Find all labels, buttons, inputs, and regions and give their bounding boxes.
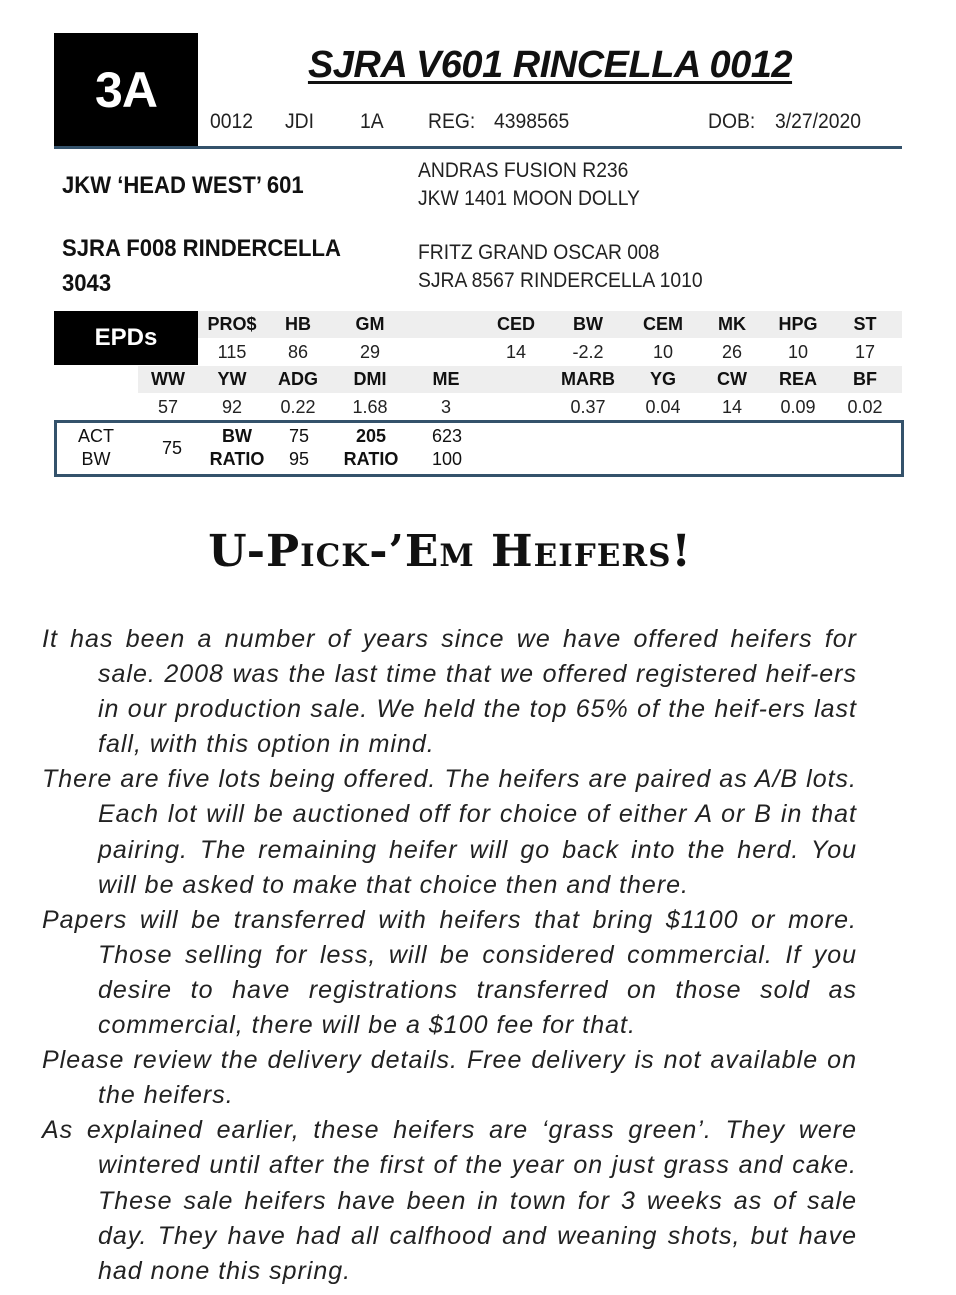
section-heading: U-Pick-’Em Heifers! [208, 526, 692, 577]
epd-value-bw: -2.2 [572, 342, 604, 362]
ratio-205-label-line-1: 205 [355, 426, 387, 446]
epd-header-bf: BF [853, 369, 877, 389]
epd-value-rea: 0.09 [780, 397, 816, 417]
body-text [42, 622, 857, 1289]
epd-value-dmi: 1.68 [352, 397, 388, 417]
epd-header-hb: HB [285, 314, 311, 334]
ratio-205-top: 623 [431, 426, 463, 446]
dob-label: DOB: [708, 110, 756, 133]
paragraph: As explained earlier, these heifers are ‘grass green’. They were wintered until after the first of the year on just grass and cake. These sale heifers have been in town for 3 weeks as of sale day. They have had all calfhood and weaning shots, but have had none this spring. [42, 1116, 857, 1285]
dam-sire: FRITZ GRAND OSCAR 008 [418, 241, 660, 264]
epd-value-me: 3 [440, 397, 451, 417]
epds-label: EPDs [54, 311, 198, 365]
epd-value-yg: 0.04 [645, 397, 681, 417]
epd-header-adg: ADG [278, 369, 318, 389]
dam-dam: SJRA 8567 RINDERCELLA 1010 [418, 269, 703, 292]
epd-header-cem: CEM [643, 314, 683, 334]
epd-value-hb: 86 [287, 342, 309, 362]
bw-ratio-values [259, 425, 339, 471]
ratio-205-label [331, 425, 411, 471]
act-bw-label-line-2: BW [81, 449, 111, 469]
bw-ratio-label-line-2: RATIO [209, 449, 265, 469]
paragraph: Please review the delivery details. Free delivery is not available on the heifers. [42, 1046, 857, 1110]
tag-number: 0012 [210, 110, 253, 133]
epd-value-adg: 0.22 [280, 397, 316, 417]
epd-header-ced: CED [496, 314, 535, 334]
paragraph: It has been a number of years since we have offered heifers for sale. 2008 was the last time that we offered registered heif-ers in our production sale. We held the top 65% of the heif-ers last fall, with this option in mind. [42, 625, 857, 759]
bw-ratio-bottom: 95 [288, 449, 310, 469]
dob-value: 3/27/2020 [775, 110, 861, 133]
epd-value-hpg: 10 [787, 342, 809, 362]
epd-header-hpg: HPG [778, 314, 818, 334]
epd-header-pro: PRO$ [207, 314, 257, 334]
dam-name-line-2: 3043 [62, 270, 112, 297]
epd-value-cem: 10 [652, 342, 674, 362]
ratio-205-bottom: 100 [431, 449, 463, 469]
epd-header-yw: YW [217, 369, 247, 389]
epd-value-cw: 14 [721, 397, 743, 417]
group-code: 1A [360, 110, 384, 133]
sire-sire: ANDRAS FUSION R236 [418, 159, 629, 182]
ratio-205-values [407, 425, 487, 471]
epd-value-pro: 115 [217, 342, 247, 362]
ratio-205-label-line-2: RATIO [343, 449, 399, 469]
act-bw-label-line-1: ACT [78, 426, 114, 446]
epd-value-ww: 57 [157, 397, 179, 417]
bw-ratio-label-line-1: BW [222, 426, 252, 446]
epd-value-st: 17 [854, 342, 876, 362]
act-bw-value: 75 [161, 438, 183, 458]
reg-label: REG: [428, 110, 476, 133]
epd-header-bw: BW [573, 314, 603, 334]
epd-header-mk: MK [718, 314, 746, 334]
epd-value-bf: 0.02 [847, 397, 883, 417]
act-bw-label [61, 425, 131, 471]
lot-number-badge: 3A [54, 33, 198, 147]
epd-value-yw: 92 [221, 397, 243, 417]
header-rule [54, 146, 902, 149]
epd-header-marb: MARB [561, 369, 615, 389]
paragraph: Papers will be transferred with heifers that bring $1100 or more. Those selling for less, will be considered commercial. If you desire to have registrations transferred on those sold as commercial, there will be a $100 fee for that. [42, 905, 857, 1040]
epd-header-dmi: DMI [353, 369, 387, 389]
epd-header-st: ST [853, 314, 877, 334]
epd-header-rea: REA [778, 369, 817, 389]
sire-name: JKW ‘HEAD WEST’ 601 [62, 172, 304, 199]
reg-number: 4398565 [494, 110, 570, 133]
actuals-box [54, 420, 904, 477]
epd-header-ww: WW [151, 369, 185, 389]
paragraph: There are five lots being offered. The heifers are paired as A/B lots. Each lot will be auctioned off for choice of either A or B in that pairing. The remaining heifer will go back into the herd. You will be asked to make that choice then and there. [42, 765, 857, 899]
epd-header-gm: GM [355, 314, 385, 334]
epd-header-yg: YG [649, 369, 676, 389]
epd-value-ced: 14 [505, 342, 527, 362]
epd-value-mk: 26 [721, 342, 743, 362]
epd-value-gm: 29 [359, 342, 381, 362]
animal-name-title: SJRA V601 RINCELLA 0012 [307, 44, 793, 86]
dam-name-line-1: SJRA F008 RINDERCELLA [62, 235, 341, 262]
owner-code: JDI [285, 110, 314, 133]
epd-header-cw: CW [717, 369, 747, 389]
sire-dam: JKW 1401 MOON DOLLY [418, 187, 640, 210]
epd-header-me: ME [432, 369, 460, 389]
epd-value-marb: 0.37 [570, 397, 606, 417]
bw-ratio-top: 75 [288, 426, 310, 446]
